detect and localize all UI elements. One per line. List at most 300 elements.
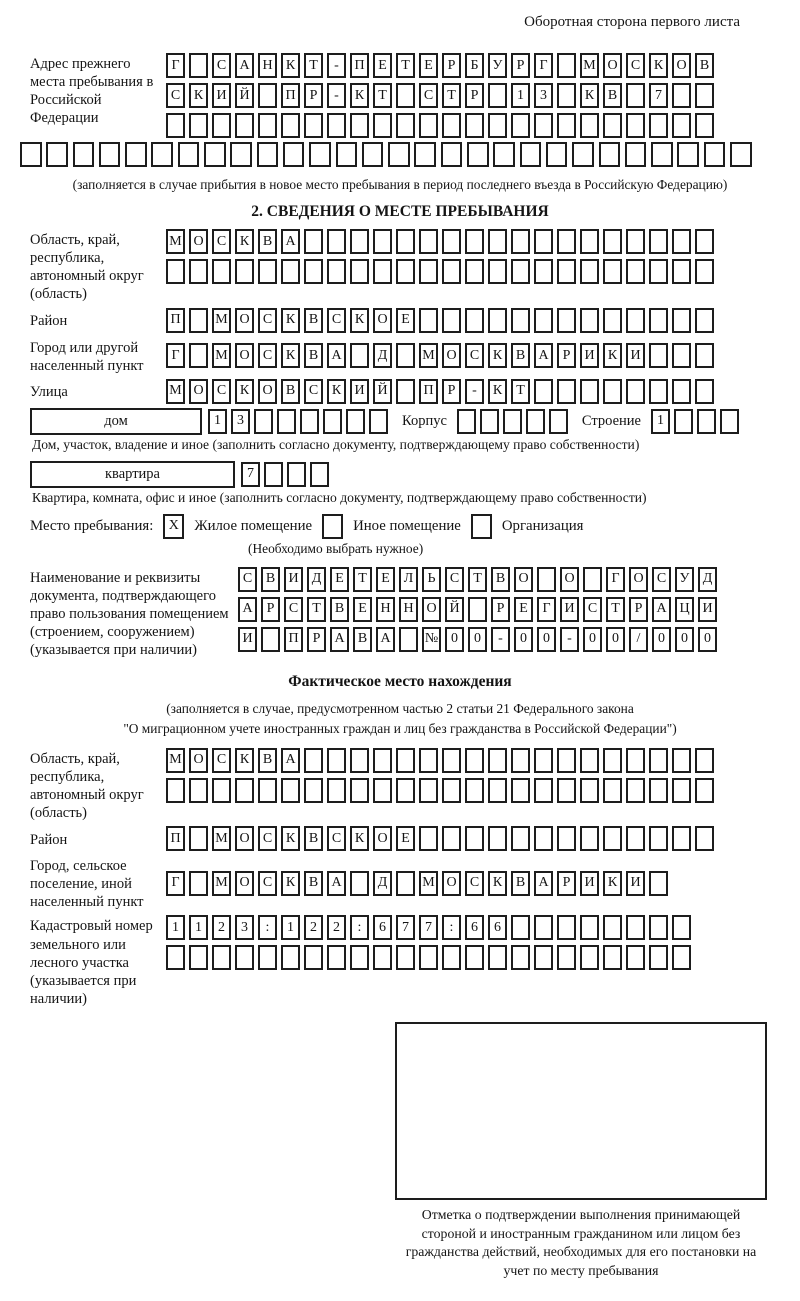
char-cell	[677, 142, 699, 167]
char-cell	[580, 113, 599, 138]
char-cell	[396, 229, 415, 254]
char-cell	[488, 945, 507, 970]
char-cell: Р	[442, 53, 461, 78]
char-cell	[626, 229, 645, 254]
region-field	[20, 229, 780, 304]
char-cell	[281, 113, 300, 138]
char-cell	[419, 748, 438, 773]
char-cell	[465, 259, 484, 284]
document-row-3	[238, 627, 721, 652]
char-cell: А	[281, 229, 300, 254]
char-cell: О	[422, 597, 441, 622]
fact-region-row-1	[166, 748, 718, 773]
char-cell: В	[695, 53, 714, 78]
char-cell	[546, 142, 568, 167]
char-cell	[281, 259, 300, 284]
char-cell: 3	[235, 915, 254, 940]
char-cell	[442, 826, 461, 851]
char-cell	[166, 113, 185, 138]
char-cell: О	[189, 229, 208, 254]
char-cell: А	[327, 871, 346, 896]
char-cell	[626, 748, 645, 773]
char-cell	[626, 945, 645, 970]
char-cell	[626, 915, 645, 940]
char-cell: К	[235, 379, 254, 404]
char-cell	[534, 748, 553, 773]
char-cell: В	[304, 826, 323, 851]
char-cell: Н	[258, 53, 277, 78]
char-cell	[414, 142, 436, 167]
char-cell	[419, 826, 438, 851]
char-cell: Р	[491, 597, 510, 622]
char-cell: В	[603, 83, 622, 108]
char-cell	[419, 229, 438, 254]
char-cell	[166, 259, 185, 284]
stay-type-note: (Необходимо выбрать нужное)	[248, 540, 424, 556]
char-cell	[580, 915, 599, 940]
section2-title: 2. СВЕДЕНИЯ О МЕСТЕ ПРЕБЫВАНИЯ	[251, 203, 549, 220]
char-cell	[580, 778, 599, 803]
char-cell	[511, 945, 530, 970]
fact-location-note-2: "О миграционном учете иностранных граждан и лиц без гражданства в Российской Федерации")	[123, 721, 677, 737]
char-cell	[557, 259, 576, 284]
char-cell: И	[560, 597, 579, 622]
char-cell: С	[258, 826, 277, 851]
char-cell: К	[281, 308, 300, 333]
char-cell	[603, 915, 622, 940]
char-cell	[674, 409, 693, 434]
char-cell: А	[534, 871, 553, 896]
char-cell: 2	[304, 915, 323, 940]
char-cell: О	[235, 343, 254, 368]
char-cell: О	[442, 871, 461, 896]
char-cell	[441, 142, 463, 167]
char-cell	[304, 229, 323, 254]
char-cell: 6	[488, 915, 507, 940]
char-cell: С	[583, 597, 602, 622]
flat-name-box: квартира	[30, 461, 235, 488]
char-cell	[603, 379, 622, 404]
house-number-row	[208, 409, 392, 434]
document-label: Наименование и реквизиты документа, подтверждающего право пользования помещением (строением, сооружением) (указывается при наличии)	[30, 569, 229, 659]
char-cell	[258, 259, 277, 284]
char-cell: -	[560, 627, 579, 652]
char-cell: К	[580, 83, 599, 108]
char-cell	[511, 748, 530, 773]
char-cell	[362, 142, 384, 167]
char-cell	[258, 778, 277, 803]
char-cell: /	[629, 627, 648, 652]
char-cell	[442, 229, 461, 254]
char-cell: Р	[629, 597, 648, 622]
city-row	[166, 343, 718, 368]
char-cell: 0	[675, 627, 694, 652]
char-cell	[649, 379, 668, 404]
char-cell: Р	[261, 597, 280, 622]
char-cell: К	[603, 343, 622, 368]
char-cell: 2	[212, 915, 231, 940]
char-cell: В	[330, 597, 349, 622]
char-cell	[304, 259, 323, 284]
char-cell: С	[212, 379, 231, 404]
char-cell	[465, 113, 484, 138]
char-cell	[258, 83, 277, 108]
char-cell	[373, 778, 392, 803]
char-cell	[373, 259, 392, 284]
char-cell: С	[212, 748, 231, 773]
char-cell	[493, 142, 515, 167]
char-cell: М	[166, 229, 185, 254]
char-cell: О	[442, 343, 461, 368]
char-cell: К	[488, 871, 507, 896]
char-cell	[511, 308, 530, 333]
char-cell: К	[350, 826, 369, 851]
char-cell	[603, 229, 622, 254]
char-cell: 7	[396, 915, 415, 940]
char-cell: Г	[606, 567, 625, 592]
char-cell: М	[419, 871, 438, 896]
char-cell: Ь	[422, 567, 441, 592]
char-cell	[396, 871, 415, 896]
char-cell	[281, 778, 300, 803]
char-cell	[534, 915, 553, 940]
char-cell	[603, 113, 622, 138]
stay-type-checkbox-organization	[471, 514, 492, 539]
char-cell: 1	[651, 409, 670, 434]
char-cell	[396, 83, 415, 108]
char-cell	[465, 945, 484, 970]
char-cell: П	[166, 308, 185, 333]
char-cell	[396, 748, 415, 773]
char-cell	[189, 259, 208, 284]
char-cell	[287, 462, 306, 487]
char-cell	[396, 343, 415, 368]
char-cell	[549, 409, 568, 434]
char-cell	[151, 142, 173, 167]
char-cell	[511, 259, 530, 284]
char-cell: А	[235, 53, 254, 78]
fact-district-field	[20, 826, 780, 851]
house-name-box: дом	[30, 408, 202, 435]
document-row-2	[238, 597, 721, 622]
char-cell	[583, 567, 602, 592]
char-cell	[672, 778, 691, 803]
char-cell: К	[281, 53, 300, 78]
char-cell	[304, 945, 323, 970]
char-cell: Р	[304, 83, 323, 108]
char-cell	[327, 229, 346, 254]
stay-type-checkbox-other	[322, 514, 343, 539]
char-cell: О	[514, 567, 533, 592]
char-cell	[419, 259, 438, 284]
char-cell: Й	[373, 379, 392, 404]
char-cell	[695, 229, 714, 254]
char-cell	[626, 778, 645, 803]
char-cell: К	[281, 826, 300, 851]
fact-district-row	[166, 826, 718, 851]
char-cell: Р	[557, 871, 576, 896]
char-cell	[672, 113, 691, 138]
prev-address-row-2	[166, 83, 718, 108]
char-cell	[580, 308, 599, 333]
char-cell	[672, 229, 691, 254]
char-cell: И	[626, 871, 645, 896]
char-cell: 1	[208, 409, 227, 434]
char-cell: Е	[396, 826, 415, 851]
flat-number-row	[241, 462, 333, 487]
region-label: Область, край, республика, автономный округ (область)	[30, 232, 144, 303]
char-cell: А	[281, 748, 300, 773]
char-cell	[603, 945, 622, 970]
char-cell	[189, 778, 208, 803]
char-cell: Р	[442, 379, 461, 404]
district-row	[166, 308, 718, 333]
char-cell	[557, 229, 576, 254]
cadastre-label: Кадастровый номер земельного или лесного участка (указывается при наличии)	[30, 918, 153, 1007]
char-cell	[323, 409, 342, 434]
char-cell: Т	[396, 53, 415, 78]
char-cell	[649, 308, 668, 333]
char-cell	[396, 379, 415, 404]
char-cell	[166, 778, 185, 803]
char-cell: 7	[419, 915, 438, 940]
cadastre-field	[20, 915, 780, 1008]
fact-city-field	[20, 855, 780, 911]
char-cell	[261, 627, 280, 652]
char-cell: Е	[353, 597, 372, 622]
prev-address-note: (заполняется в случае прибытия в новое место пребывания в период последнего въезда в Российскую Федерацию)	[72, 177, 728, 192]
char-cell	[557, 379, 576, 404]
char-cell	[419, 308, 438, 333]
stay-type-label: Место пребывания:	[30, 517, 154, 534]
char-cell: Е	[373, 53, 392, 78]
char-cell: С	[166, 83, 185, 108]
char-cell	[350, 871, 369, 896]
char-cell: А	[534, 343, 553, 368]
char-cell	[189, 113, 208, 138]
char-cell	[442, 308, 461, 333]
char-cell	[672, 308, 691, 333]
char-cell: О	[672, 53, 691, 78]
char-cell	[125, 142, 147, 167]
char-cell	[649, 748, 668, 773]
prev-address-row-3	[166, 113, 718, 138]
char-cell	[388, 142, 410, 167]
char-cell	[300, 409, 319, 434]
char-cell	[534, 945, 553, 970]
char-cell	[327, 259, 346, 284]
char-cell	[580, 826, 599, 851]
char-cell	[467, 142, 489, 167]
char-cell: Т	[606, 597, 625, 622]
char-cell: С	[238, 567, 257, 592]
char-cell: С	[212, 53, 231, 78]
char-cell	[557, 83, 576, 108]
char-cell: Т	[468, 567, 487, 592]
char-cell: 1	[511, 83, 530, 108]
char-cell	[258, 113, 277, 138]
char-cell	[672, 343, 691, 368]
char-cell: Е	[419, 53, 438, 78]
char-cell: Д	[307, 567, 326, 592]
char-cell	[649, 229, 668, 254]
char-cell: М	[166, 748, 185, 773]
char-cell: 0	[698, 627, 717, 652]
char-cell	[557, 113, 576, 138]
fact-city-row	[166, 871, 672, 896]
char-cell: Д	[373, 871, 392, 896]
char-cell	[419, 113, 438, 138]
fact-region-field	[20, 748, 780, 823]
char-cell	[695, 113, 714, 138]
char-cell	[704, 142, 726, 167]
char-cell: С	[327, 308, 346, 333]
char-cell: О	[560, 567, 579, 592]
district-field	[20, 308, 780, 333]
char-cell	[396, 113, 415, 138]
char-cell	[310, 462, 329, 487]
char-cell	[327, 113, 346, 138]
char-cell	[373, 229, 392, 254]
char-cell	[281, 945, 300, 970]
char-cell	[73, 142, 95, 167]
char-cell: С	[258, 343, 277, 368]
char-cell	[442, 778, 461, 803]
char-cell	[204, 142, 226, 167]
char-cell: О	[235, 308, 254, 333]
char-cell: С	[465, 871, 484, 896]
char-cell	[468, 597, 487, 622]
char-cell	[488, 748, 507, 773]
char-cell: К	[189, 83, 208, 108]
char-cell: 7	[649, 83, 668, 108]
char-cell	[534, 379, 553, 404]
korpus-row	[457, 409, 572, 434]
char-cell	[695, 343, 714, 368]
char-cell	[350, 113, 369, 138]
char-cell: У	[488, 53, 507, 78]
char-cell	[603, 308, 622, 333]
char-cell	[537, 567, 556, 592]
char-cell	[396, 945, 415, 970]
char-cell	[695, 778, 714, 803]
char-cell: В	[491, 567, 510, 592]
char-cell: А	[327, 343, 346, 368]
char-cell	[695, 379, 714, 404]
char-cell	[626, 83, 645, 108]
flat-note: Квартира, комната, офис и иное (заполнить согласно документу, подтверждающему право собственности)	[32, 489, 647, 505]
char-cell: С	[445, 567, 464, 592]
char-cell	[603, 748, 622, 773]
char-cell: О	[235, 826, 254, 851]
char-cell: А	[330, 627, 349, 652]
page-side-note: Оборотная сторона первого листа	[524, 14, 740, 30]
char-cell	[235, 778, 254, 803]
char-cell	[580, 748, 599, 773]
char-cell	[672, 83, 691, 108]
char-cell	[480, 409, 499, 434]
char-cell	[695, 748, 714, 773]
char-cell: С	[652, 567, 671, 592]
char-cell	[572, 142, 594, 167]
char-cell	[20, 142, 42, 167]
stay-type-option-organization: Организация	[501, 517, 584, 534]
char-cell: П	[281, 83, 300, 108]
char-cell	[580, 259, 599, 284]
char-cell	[350, 259, 369, 284]
char-cell	[649, 945, 668, 970]
char-cell: И	[212, 83, 231, 108]
fact-city-label: Город, сельское поселение, иной населенный пункт	[30, 858, 144, 911]
char-cell: 1	[166, 915, 185, 940]
char-cell: К	[235, 229, 254, 254]
char-cell: В	[258, 748, 277, 773]
char-cell	[649, 113, 668, 138]
char-cell	[534, 229, 553, 254]
char-cell: С	[258, 308, 277, 333]
char-cell: Й	[235, 83, 254, 108]
char-cell: Е	[514, 597, 533, 622]
char-cell	[277, 409, 296, 434]
char-cell	[672, 748, 691, 773]
char-cell: Р	[307, 627, 326, 652]
char-cell: 0	[468, 627, 487, 652]
char-cell: Ц	[675, 597, 694, 622]
char-cell: С	[258, 871, 277, 896]
char-cell	[350, 778, 369, 803]
char-cell	[488, 826, 507, 851]
char-cell	[557, 308, 576, 333]
char-cell: И	[626, 343, 645, 368]
char-cell: -	[327, 53, 346, 78]
house-note: Дом, участок, владение и иное (заполнить согласно документу, подтверждающему право собственности)	[32, 436, 640, 452]
char-cell: В	[281, 379, 300, 404]
char-cell: М	[419, 343, 438, 368]
district-label: Район	[30, 312, 68, 329]
cadastre-row-1	[166, 915, 695, 940]
char-cell: В	[353, 627, 372, 652]
char-cell	[534, 826, 553, 851]
char-cell	[720, 409, 739, 434]
char-cell: В	[511, 343, 530, 368]
char-cell: О	[235, 871, 254, 896]
char-cell: В	[304, 343, 323, 368]
char-cell: 1	[281, 915, 300, 940]
char-cell	[442, 748, 461, 773]
char-cell	[189, 826, 208, 851]
stay-type-option-dwelling: Жилое помещение	[194, 517, 313, 534]
char-cell	[189, 343, 208, 368]
char-cell: О	[189, 379, 208, 404]
char-cell	[327, 778, 346, 803]
char-cell	[457, 409, 476, 434]
char-cell	[350, 229, 369, 254]
char-cell	[235, 259, 254, 284]
char-cell	[503, 409, 522, 434]
document-row-1	[238, 567, 721, 592]
char-cell	[327, 748, 346, 773]
char-cell: И	[238, 627, 257, 652]
char-cell: К	[488, 379, 507, 404]
char-cell	[373, 113, 392, 138]
char-cell: С	[465, 343, 484, 368]
stroenie-label: Строение	[581, 412, 641, 429]
char-cell	[350, 748, 369, 773]
char-cell	[695, 83, 714, 108]
korpus-label: Корпус	[402, 412, 447, 429]
char-cell	[350, 945, 369, 970]
char-cell	[526, 409, 545, 434]
